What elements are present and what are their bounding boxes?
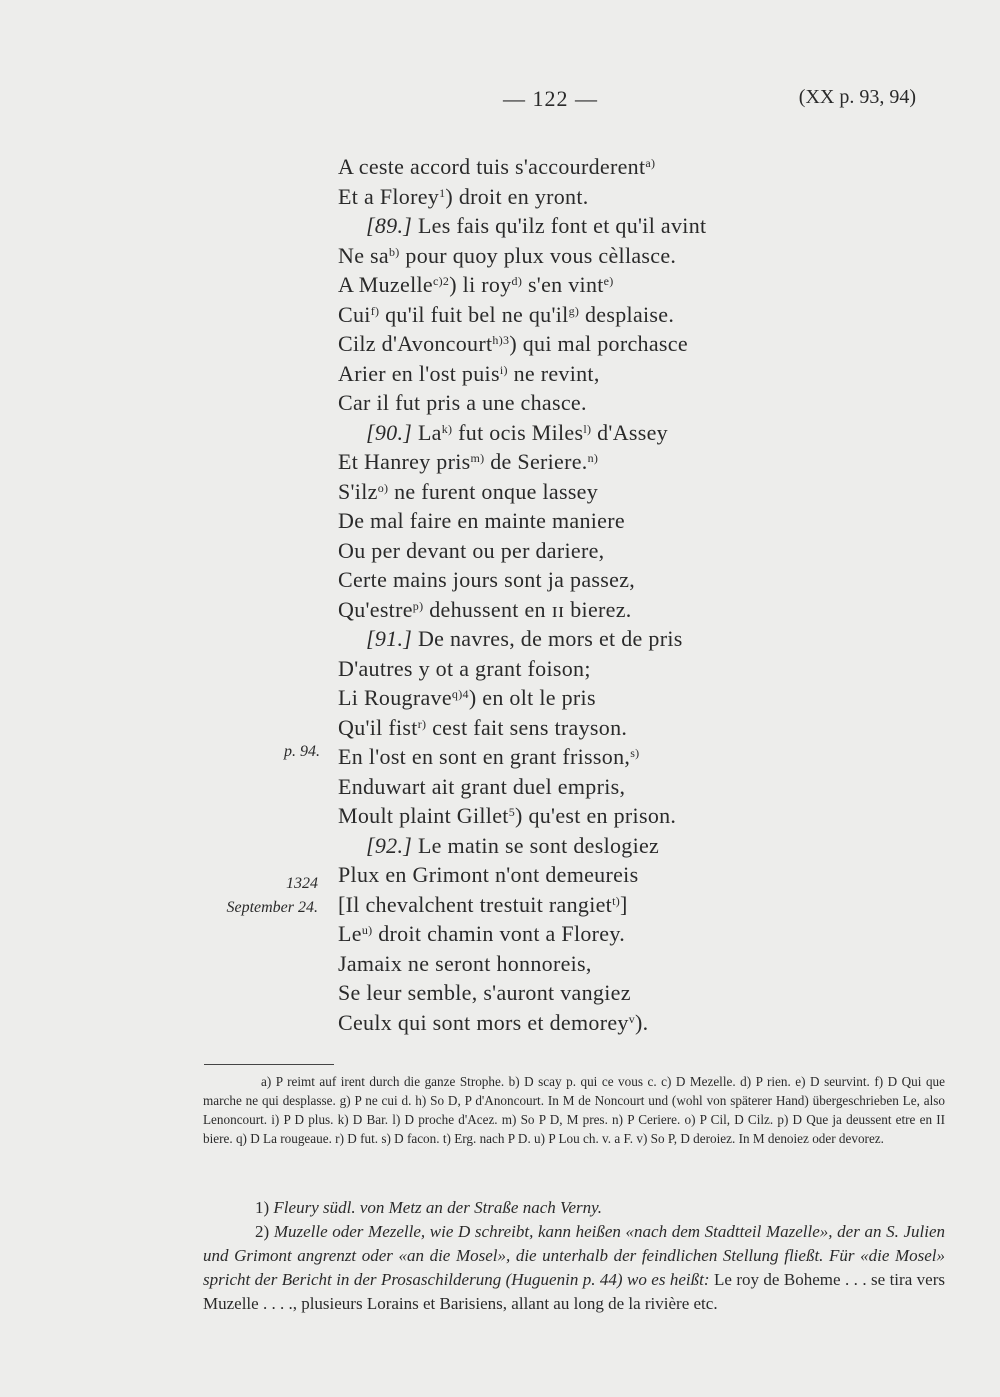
- verse-line: [91.] De navres, de mors et de pris: [366, 626, 683, 651]
- verse-line: De mal faire en mainte maniere: [338, 508, 625, 533]
- verse-line: Se leur semble, s'auront vangiez: [338, 980, 631, 1005]
- verse-line: Car il fut pris a une chasce.: [338, 390, 587, 415]
- verse-line: Jamaix ne seront honnoreis,: [338, 950, 592, 976]
- stanza-92: [338, 831, 818, 1038]
- verse-line: Arier en l'ost puis$^{i)}$ ne revint,: [338, 360, 600, 386]
- verse-line: A ceste accord tuis s'accourderent$^{a)}$: [338, 154, 656, 179]
- footnote-divider: [204, 1064, 334, 1065]
- verse-line: [92.] Le matin se sont deslogiez: [366, 832, 660, 858]
- verse-line: En l'ost en sont en grant frisson,$^{s)}$: [338, 744, 640, 769]
- stanza-number: [89.]: [366, 213, 413, 238]
- verse-line: [90.] La$^{k)}$ fut ocis Miles$^{l)}$ d'Assey: [366, 419, 668, 445]
- stanza-intro: [338, 152, 818, 211]
- verse-line: Ceulx qui sont mors et demorey$^v$).: [338, 1009, 649, 1035]
- margin-note-page: p. 94.: [284, 743, 320, 760]
- stanza-91: [338, 624, 818, 831]
- margin-note-date: [200, 872, 318, 920]
- apparatus-text: a) P reimt auf irent durch die ganze Strophe. b) D scay p. qui ce vous c. c) D Mezelle. d) P rien. e) D seurvint. f) D Qui que marche ne qui desplasse. g) P ne cui d. h) So D, P d'Anoncourt. In M de Noncourt und (wohl von späterer Hand) übergeschrieben Le, also Lenoncourt. i) P D plus. k) D Bar. l) D proche d'Acez. m) So P D, M pres. n) P Ceriere. o) P Cil, D Cilz. p) D Que ja deussent etre en II biere. q) D La rougeaue. r) D fut. s) D facon. t) Erg. nach P D. u) P Lou ch. v. a F. v) So P, D deroiez. In M denoiez oder devorez.: [203, 1074, 945, 1146]
- stanza-number: [90.]: [366, 419, 413, 445]
- verse-line: Le$^{u)}$ droit chamin vont a Florey.: [338, 921, 626, 946]
- verse-line: Cilz d'Avoncourt$^{h)3}$) qui mal porchasce: [338, 331, 688, 356]
- poem-text: [338, 152, 818, 1037]
- page-number: — 122 —: [503, 86, 598, 111]
- verse-line: Enduwart ait grant duel empris,: [338, 773, 626, 799]
- margin-year: 1324: [286, 875, 318, 892]
- verse-line: [Il chevalchent trestuit rangiet$^{t)}$]: [338, 891, 628, 917]
- stanza-number: [91.]: [366, 626, 413, 651]
- verse-line: Cui$^{f)}$ qu'il fuit bel ne $qu'il^{g)}$ desplaise.: [338, 301, 675, 327]
- verse-line: Certe mains jours sont ja passez,: [338, 567, 636, 592]
- verse-line: Ou per devant ou per dariere,: [338, 537, 605, 563]
- verse-line: Ne $sa^{b)}$ pour quoy plux vous cèllasce.: [338, 242, 677, 268]
- stanza-90: [338, 418, 818, 625]
- commentary-notes: [203, 1196, 945, 1316]
- stanza-number: [92.]: [366, 832, 413, 858]
- verse-line: Qu'estre$^{p)}$ dehussent en ɪɪ bierez.: [338, 596, 632, 622]
- commentary-note-2: 2) Muzelle oder Mezelle, wie D schreibt, kann heißen «nach dem Stadtteil Mazelle», der an S. Julien und Grimont angrenzt oder «an die Mosel», die unterhalb der feindlichen Stellung fließt. Für «die Mosel» spricht der Bericht in der Prosaschilderung (Huguenin p. 44) wo es heißt: Le roy de Boheme . . . se tira vers Muzelle . . . ., plusieurs Lorains et Barisiens, allant au long de la rivière etc.: [203, 1222, 946, 1313]
- stanza-89: [338, 211, 818, 418]
- verse-line: Moult plaint Gillet$^5$) qu'est en prison.: [338, 803, 677, 828]
- verse-line: S'ilz$^{o)}$ ne furent onque lassey: [338, 478, 599, 504]
- verse-line: Et a Florey$^1$) droit en yront.: [338, 183, 589, 209]
- running-reference: (XX p. 93, 94): [798, 86, 916, 108]
- verse-line: [89.] Les fais qu'ilz font et qu'il avint: [366, 213, 707, 238]
- verse-line: Plux en Grimont n'ont demeureis: [338, 862, 639, 887]
- verse-line: Et Hanrey pris$^{m)}$ de Seriere.$^{n)}$: [338, 449, 599, 474]
- margin-day: September 24.: [226, 899, 318, 916]
- page-header: [0, 86, 1000, 116]
- verse-line: Qu'il fist$^{r)}$ cest fait sens trayson.: [338, 714, 628, 740]
- verse-line: D'autres y ot a grant foison;: [338, 655, 591, 681]
- critical-apparatus: [203, 1072, 945, 1148]
- commentary-note-1: 1) Fleury südl. von Metz an der Straße nach Verny.: [255, 1198, 603, 1217]
- verse-line: Li Rougrave$^{q)4}$) en olt le pris: [338, 685, 596, 710]
- verse-line: A Muzelle$^{c)2}$) li roy$^{d)}$ s'en vint$^{e)}$: [338, 272, 614, 297]
